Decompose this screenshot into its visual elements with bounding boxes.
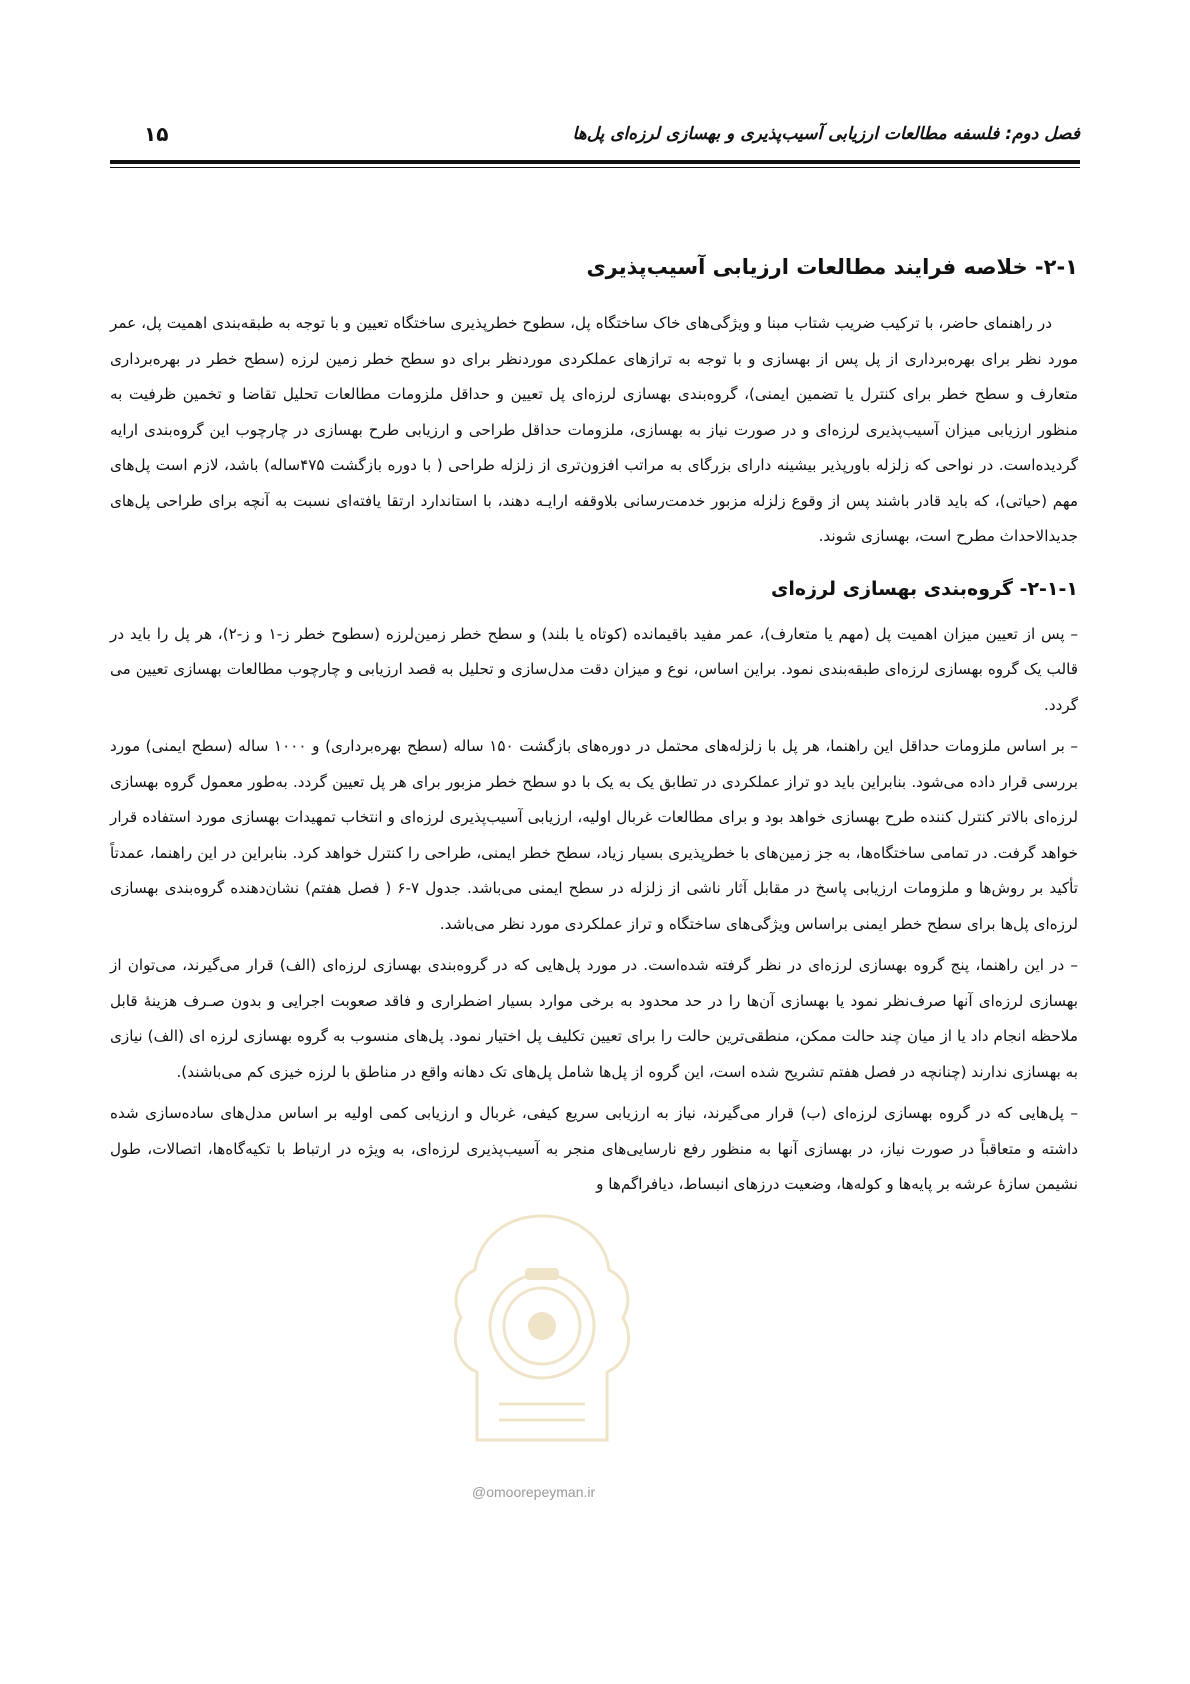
bullet-paragraph-3: – در این راهنما، پنج گروه بهسازی لرزه‌ای در نظر گرفته شده‌است. در مورد پل‌هایی که در گروه‌بندی بهسازی لرزه‌ای (الف) قرار می‌گیرند، می‌توان از بهسازی لرزه‌ای آنها صرف‌نظر نمود یا بهسازی آن‌ها را در حد محدود به برخی موارد بسیار اضطراری و فاقد صعوبت اجرایی و بدون صـرف هزینهٔ قابل ملاحظه انجام داد یا از میان چند حالت ممکن، منطقی‌ترین حالت را برای تعیین تکلیف پل اختیار نمود. پل‌های منسوب به گروه بهسازی لرزه ای (الف) نیازی به بهسازی ندارند (چنانچه در فصل هفتم تشریح شده است، این گروه از پل‌ها شامل پل‌های تک دهانه واقع در مناطق با لرزه خیزی کم می‌باشند). [110,956,1078,1081]
watermark-seal [437,1208,647,1468]
section-paragraph: در راهنمای حاضر، با ترکیب ضریب شتاب مبنا و ویژگی‌های خاک ساختگاه پل، سطوح خطرپذیری ساختگاه تعیین و با توجه به طبقه‌بندی اهمیت پل، عمر مورد نظر برای بهره‌برداری از پل پس از بهسازی و با توجه به ترازهای عملکردی موردنظر برای دو سطح خطر زمین لرزه (سطح خطر در بهره‌برداری متعارف و سطح خطر برای کنترل یا تضمین ایمنی)، گروه‌بندی بهسازی لرزه‌ای پل تعیین و حداقل ملزومات مطالعات تحلیل تقاضا و تخمین ظرفیت به منظور ارزیابی میزان آسیب‌پذیری لرزه‌ای و در صورت نیاز به بهسازی، ملزومات حداقل طراحی و ارزیابی طرح بهسازی در چارچوب این گروه‌بندی ارایه گردیده‌است. در نواحی که زلزله باورپذیر بیشینه دارای بزرگای به مراتب افزون‌تری از زلزله طراحی ( با دوره بازگشت ۴۷۵ساله) باشد، لازم است پل‌های مهم (حیاتی)، که باید قادر باشند پس از وقوع زلزله مزبور خدمت‌رسانی بلاوقفه ارایـه دهند، با استاندارد ارتقا یافته‌ای نسبت به آنچه برای طراحی پل‌های جدیدالاحداث مطرح است، بهسازی شوند. [110,314,1078,545]
header-rule-thick [110,160,1080,164]
bullet-paragraph-4: – پل‌هایی که در گروه بهسازی لرزه‌ای (ب) قرار می‌گیرند، نیاز به ارزیابی سریع کیفی، غربال و ارزیابی کمی اولیه بر اساس مدل‌های ساده‌سازی شده داشته و متعاقباً در صورت نیاز، در بهسازی آنها به منظور رفع نارسایی‌های منجر به آسیب‌پذیری لرزه‌ای، به ویژه در ارتباط با تکیه‌گاه‌ها، اتصالات، طول نشیمن سازهٔ عرشه بر پایه‌ها و کوله‌ها، وضعیت درزهای انبساط، دیافراگم‌ها و [110,1104,1078,1193]
subsection-heading: ۲-۱-۱- گروه‌بندی بهسازی لرزه‌ای [771,577,1078,600]
bullet-paragraph-1: – پس از تعیین میزان اهمیت پل (مهم یا متعارف)، عمر مفید باقیمانده (کوتاه یا بلند) و سطح خطر زمین‌لرزه (سطوح خطر ز-۱ و ز-۲)، هر پل را باید در قالب یک گروه بهسازی لرزه‌ای طبقه‌بندی نمود. براین اساس، نوع و میزان دقت مدل‌سازی و تحلیل به قصد ارزیابی و چارچوب مطالعات بهسازی تعیین می گردد. [110,624,1078,714]
running-header [110,118,1080,158]
bullet-paragraph-2: – بر اساس ملزومات حداقل این راهنما، هر پل با زلزله‌های محتمل در دوره‌های بازگشت ۱۵۰ ساله (سطح بهره‌برداری) و ۱۰۰۰ ساله (سطح ایمنی) مورد بررسی قرار داده می‌شود. بنابراین باید دو تراز عملکردی در تطابق یک به یک با دو سطح خطر مزبور برای هر پل تعیین گردد. به‌طور معمول گروه بهسازی لرزه‌ای بالاتر کنترل کننده طرح بهسازی خواهد بود و برای مطالعات غربال اولیه، ارزیابی آسیب‌پذیری لرزه‌ای و انتخاب تمهیدات بهسازی مورد استفاده قرار خواهد گرفت. در تمامی ساختگاه‌ها، به جز زمین‌های با خطرپذیری بسیار زیاد، سطح خطر ایمنی، طراحی را کنترل خواهد کرد. بنابراین در این راهنما، عمدتاً تأکید بر روش‌ها و ملزومات ارزیابی پاسخ در مقابل آثار ناشی از زلزله در سطح ایمنی می‌باشد. جدول ۷-۶ ( فصل هفتم) نشان‌دهنده گروه‌بندی بهسازی لرزه‌ای پل‌ها برای سطح خطر ایمنی براساس ویژگی‌های ساختگاه و تراز عملکردی مورد نظر می‌باشد. [110,737,1078,933]
page-number: ۱۵ [144,122,169,146]
section-heading: ۲-۱- خلاصه فرایند مطالعات ارزیابی آسیب‌پذیری [586,255,1078,279]
page-content [110,250,1078,1203]
header-rule-thin [110,167,1080,168]
watermark-site-text: @omoorepeyman.ir [472,1484,596,1500]
chapter-title: فصل دوم: فلسفه مطالعات ارزیابی آسیب‌پذیری و بهسازی لرزه‌ای پل‌ها [572,124,1080,144]
